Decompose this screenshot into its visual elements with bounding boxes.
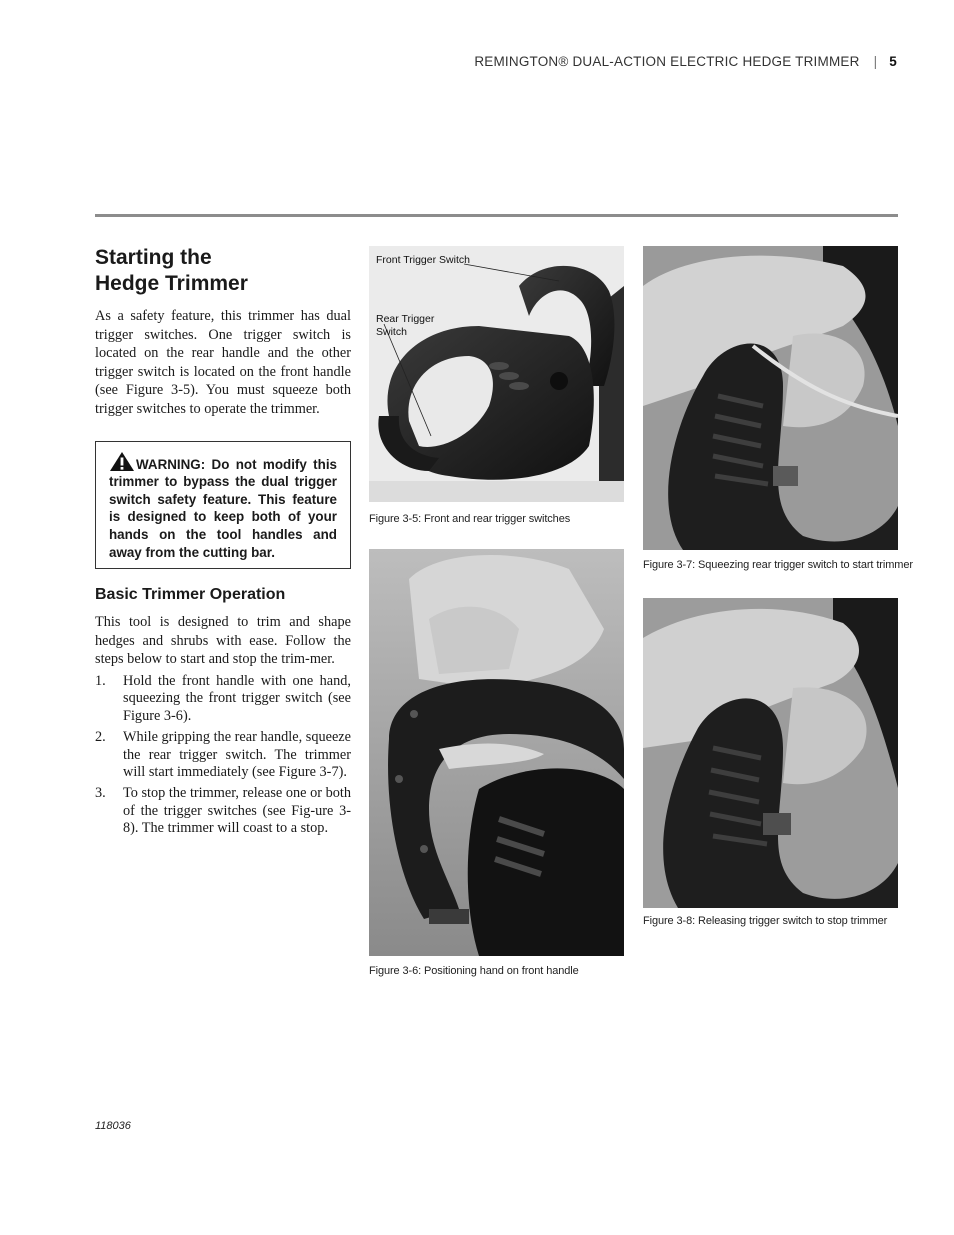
- figure-3-8-photo: [643, 598, 898, 908]
- step-number: 1.: [95, 672, 106, 689]
- step-number: 3.: [95, 785, 106, 802]
- subsection-title: Basic Trimmer Operation: [95, 586, 286, 604]
- steps-list: [95, 673, 351, 838]
- step-text: To stop the trimmer, release one or both of the trigger switches (see Fig-ure 3-8). The trimmer will coast to a stop.: [123, 785, 351, 837]
- callout-front-trigger-switch: Front Trigger Switch: [376, 254, 470, 266]
- step-text: Hold the front handle with one hand, squeezing the front trigger switch (see Figure 3-6).: [123, 672, 351, 724]
- warning-text: WARNING: Do not modify this trimmer to bypass the dual trigger switch safety feature. This feature is designed to keep both of your hands on the tool handles and away from the cutting bar.: [109, 456, 337, 560]
- callout-rear-trigger-switch: [376, 313, 434, 339]
- section-rule: [95, 214, 898, 217]
- figure-3-7-photo: [643, 246, 898, 550]
- text-column: [95, 245, 351, 842]
- step-number: 2.: [95, 729, 106, 746]
- figure-3-5-caption: Figure 3-5: Front and rear trigger switches: [369, 513, 571, 525]
- subsection-intro: This tool is designed to trim and shape hedges and shrubs with ease. Follow the steps below to start and stop the trim-mer.: [95, 614, 351, 668]
- warning-box: [95, 441, 351, 570]
- figure-3-8-caption: Figure 3-8: Releasing trigger switch to stop trimmer: [643, 915, 888, 927]
- figure-3-6-caption: Figure 3-6: Positioning hand on front handle: [369, 965, 579, 977]
- figure-3-5-photo: [369, 246, 624, 502]
- document-number: 118036: [95, 1120, 131, 1132]
- callout-rear-line2: Switch: [376, 326, 407, 338]
- callout-rear-line1: Rear Trigger: [376, 313, 435, 325]
- section-title-line2: Hedge Trimmer: [95, 272, 248, 295]
- section-intro: As a safety feature, this trimmer has dual trigger switches. One trigger switch is located on the rear handle and the other trigger switch is located on the front handle (see Figure 3-5). You must squeeze both trigger switches to operate the trimmer.: [95, 308, 351, 417]
- step-item: [95, 729, 351, 781]
- header-separator: |: [873, 54, 878, 69]
- step-item: [95, 673, 351, 725]
- figure-3-6-photo: [369, 549, 624, 956]
- running-header: [474, 54, 897, 69]
- warning-triangle-icon: [109, 451, 135, 472]
- page-number: 5: [889, 54, 897, 69]
- section-title-line1: Starting the: [95, 246, 212, 269]
- section-title: [95, 245, 351, 297]
- step-item: [95, 785, 351, 837]
- figure-3-7-caption: Figure 3-7: Squeezing rear trigger switch to start trimmer: [643, 559, 913, 571]
- step-text: While gripping the rear handle, squeeze the rear trigger switch. The trimmer will start immediately (see Figure 3-7).: [123, 729, 351, 780]
- header-title: REMINGTON® DUAL-ACTION ELECTRIC HEDGE TRIMMER: [474, 54, 860, 69]
